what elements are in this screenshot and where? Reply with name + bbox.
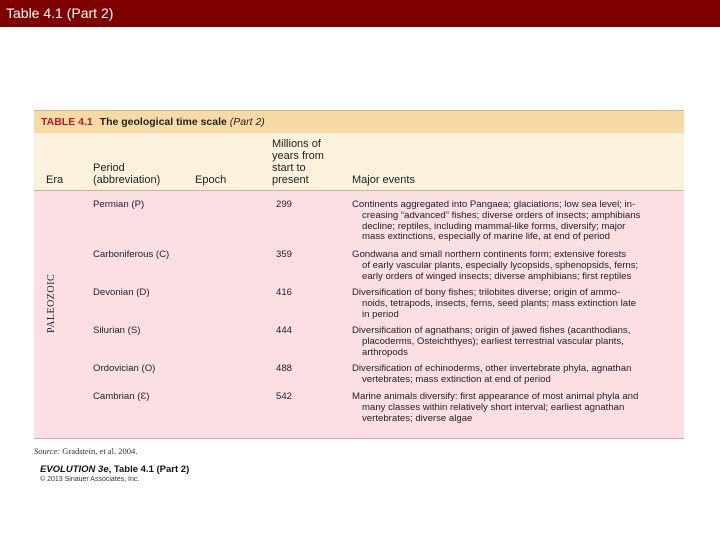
events-line: early orders of winged insects; diverse amphibians; first reptiles (362, 270, 632, 282)
source-text: Gradstein, et al. 2004. (62, 446, 138, 456)
events-line: in period (362, 308, 399, 320)
header-mya-line: present (272, 174, 309, 186)
book-suffix: , Table 4.1 (Part 2) (108, 464, 190, 475)
events-cell (352, 288, 682, 320)
events-line: creasing “advanced” fishes; diverse orders of insects; amphibians (362, 209, 641, 221)
table-caption-part: (Part 2) (229, 116, 265, 128)
events-line: Continents aggregated into Pangaea; glaciations; low sea level; in- (352, 199, 636, 210)
slide-title: Table 4.1 (Part 2) (0, 0, 720, 27)
period-cell: Devonian (D) (93, 287, 150, 298)
table-caption-title: The geological time scale (99, 116, 227, 128)
events-cell (352, 326, 682, 358)
header-period-line: Period (93, 162, 125, 174)
book-title: EVOLUTION 3e (40, 464, 109, 475)
table-body (34, 191, 684, 439)
header-events: Major events (352, 174, 415, 186)
events-line: noids, tetrapods, insects, ferns, seed plants; mass extinction late (362, 297, 637, 309)
events-line: Diversification of echinoderms, other invertebrate phyla, agnathan (352, 363, 632, 374)
mya-cell: 359 (276, 249, 293, 260)
mya-cell: 542 (276, 391, 293, 402)
events-cell (352, 364, 682, 386)
events-line: vertebrates; mass extinction at end of period (362, 373, 551, 385)
table-source (34, 446, 137, 456)
header-mya-line: Millions of (272, 138, 321, 150)
book-reference (40, 464, 189, 475)
events-line: many classes within relatively short interval; earliest agnathan (362, 401, 625, 413)
events-cell (352, 250, 682, 282)
header-period-line: (abbreviation) (93, 174, 161, 186)
header-period (93, 162, 160, 186)
events-line: Diversification of agnathans; origin of jawed fishes (acanthodians, (352, 325, 631, 336)
header-mya-line: years from (272, 150, 324, 162)
mya-cell: 444 (276, 325, 293, 336)
events-cell (352, 392, 682, 424)
period-cell: Ordovician (O) (93, 363, 156, 374)
header-era: Era (46, 174, 64, 186)
header-mya (272, 138, 324, 186)
events-line: Gondwana and small northern continents form; extensive forests (352, 249, 627, 260)
mya-cell: 299 (276, 199, 293, 210)
events-line: mass extinctions, especially of marine life, at end of period (362, 231, 610, 243)
mya-cell: 416 (276, 287, 293, 298)
geological-time-table (34, 110, 684, 439)
events-line: placoderms, Osteichthyes); earliest terrestrial vascular plants, (362, 335, 624, 347)
mya-cell: 488 (276, 363, 293, 374)
copyright: © 2013 Sinauer Associates, Inc. (40, 476, 140, 483)
era-label: PALEOZOIC (46, 273, 57, 333)
header-epoch: Epoch (195, 174, 227, 186)
table-caption (34, 110, 684, 133)
events-line: arthropods (362, 346, 408, 358)
period-cell: Permian (P) (93, 199, 145, 210)
header-mya-line: start to (272, 162, 306, 174)
table-caption-label: TABLE 4.1 (41, 116, 93, 128)
period-cell: Silurian (S) (93, 325, 141, 336)
table-header-row (34, 133, 684, 191)
source-label: Source: (34, 446, 61, 456)
events-line: Diversification of bony fishes; trilobites diverse; origin of ammo- (352, 287, 621, 298)
events-line: of early vascular plants, especially lycopsids, sphenopsids, ferns; (362, 259, 639, 271)
events-line: vertebrates; diverse algae (362, 412, 473, 424)
events-line: Marine animals diversify: first appearance of most animal phyla and (352, 391, 639, 402)
events-line: decline; reptiles, including mammal-like forms, diversify; major (362, 220, 626, 232)
period-cell: Carboniferous (C) (93, 249, 170, 260)
period-cell: Cambrian (Ɛ) (93, 391, 150, 402)
events-cell (352, 200, 682, 243)
